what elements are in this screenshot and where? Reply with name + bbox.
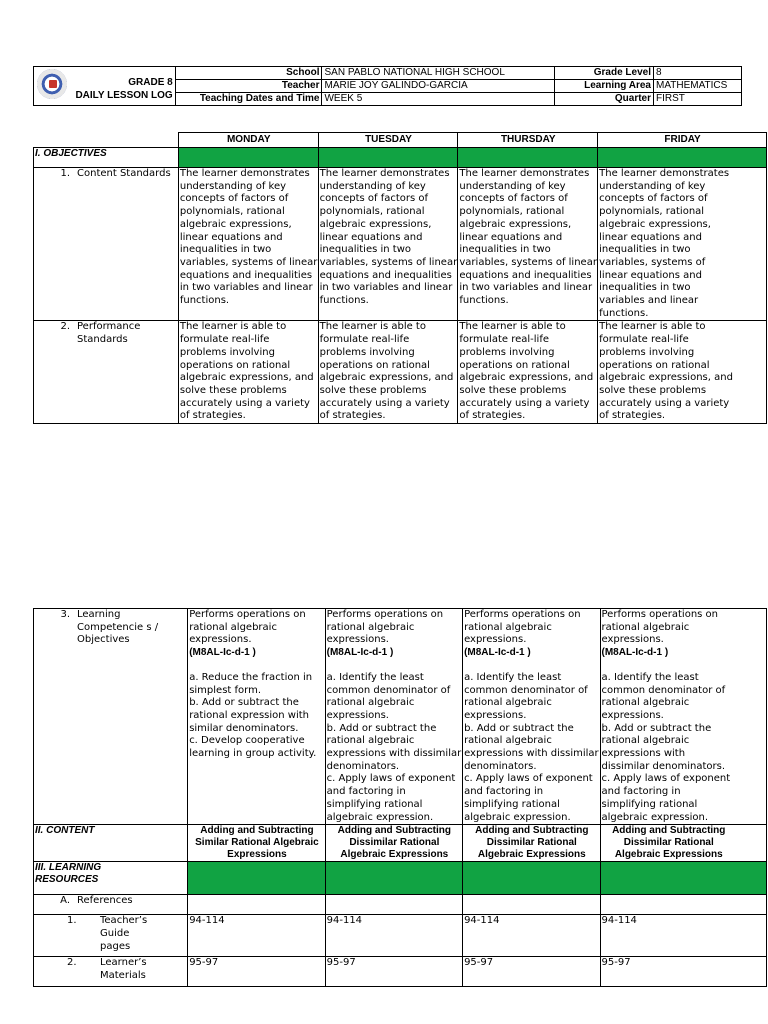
corner-cell [34, 133, 179, 148]
references-tuesday [325, 895, 462, 915]
content-standards-num: 1. [60, 168, 70, 179]
header-table [33, 66, 742, 106]
teachers-guide-monday: 94-114 [188, 915, 325, 957]
objectives-fill [178, 148, 318, 168]
objectives-table [33, 132, 767, 424]
content-standards-thursday: The learner demonstrates understanding of key concepts of factors of polynomials, rational algebraic expressions, linear equations and inequalities in two variables, systems of linear equations and inequalities in two variables and linear functions. [458, 168, 598, 321]
grade-level-value: 8 [654, 67, 742, 80]
header-logo-cell [34, 67, 176, 106]
references-monday [188, 895, 325, 915]
content-standards-label: Content Standards [77, 168, 171, 179]
competency-code: (M8AL-Ic-d-1 ) [601, 647, 669, 659]
teachers-guide-label: Teacher’s Guide pages [100, 915, 148, 952]
performance-standards-num: 2. [60, 321, 70, 333]
competencies-intro: Performs operations on rational algebraic expressions. [189, 609, 306, 646]
competencies-friday-objectives: a. Identify the least common denominator of rational algebraic expressions. b. Add or subtract the rational algebraic expressions with dissimilar denominators. c. Apply laws of exponent and factoring in simplifying rational algebraic expression. [601, 671, 731, 823]
objectives-fill [458, 148, 598, 168]
learners-materials-thursday: 95-97 [463, 957, 600, 987]
quarter-label: Quarter [555, 93, 654, 106]
deped-seal-icon [37, 69, 67, 99]
competency-code: (M8AL-Ic-d-1 ) [189, 647, 256, 659]
learners-materials-monday: 95-97 [188, 957, 325, 987]
competencies-label: Learning Competencie s / Objectives [77, 609, 159, 646]
resources-fill [325, 862, 462, 895]
performance-standards-friday: The learner is able to formulate real-life problems involving operations on rational algebraic expressions, and solve these problems accurately using a variety of strategies. [598, 321, 767, 424]
references-letter: A. [60, 895, 70, 907]
teaching-dates-label: Teaching Dates and Time [175, 93, 322, 106]
content-tuesday: Adding and Subtracting Dissimilar Rational Algebraic Expressions [325, 825, 462, 862]
competencies-intro: Performs operations on rational algebraic expressions. [464, 609, 581, 646]
competencies-tuesday [325, 609, 462, 825]
teaching-dates-value: WEEK 5 [322, 93, 555, 106]
references-label: References [77, 895, 133, 907]
day-header-tuesday: TUESDAY [318, 133, 458, 148]
learners-materials-tuesday: 95-97 [325, 957, 462, 987]
teacher-label: Teacher [175, 80, 322, 93]
performance-standards-thursday: The learner is able to formulate real-life problems involving operations on rational algebraic expressions, and solve these problems accurately using a variety of strategies. [458, 321, 598, 424]
competencies-friday [600, 609, 767, 825]
teachers-guide-thursday: 94-114 [463, 915, 600, 957]
competencies-thursday [463, 609, 600, 825]
grade-level-label: Grade Level [555, 67, 654, 80]
references-label-cell [34, 895, 188, 915]
quarter-value: FIRST [654, 93, 742, 106]
teachers-guide-num: 1. [67, 915, 77, 927]
content-standards-label-cell [34, 168, 179, 321]
content-thursday: Adding and Subtracting Dissimilar Rational Algebraic Expressions [463, 825, 600, 862]
objectives-fill [598, 148, 767, 168]
competencies-num: 3. [60, 609, 70, 620]
learners-materials-num: 2. [67, 957, 77, 969]
content-standards-friday: The learner demonstrates understanding of key concepts of factors of polynomials, rational algebraic expressions, linear equations and inequalities in two variables, systems of linear equations and inequalities in two variables and linear functions. [598, 168, 767, 321]
content-standards-tuesday: The learner demonstrates understanding of key concepts of factors of polynomials, rational algebraic expressions, linear equations and inequalities in two variables, systems of linear equations and inequalities in two variables and linear functions. [318, 168, 458, 321]
day-header-monday: MONDAY [178, 133, 318, 148]
school-value: SAN PABLO NATIONAL HIGH SCHOOL [322, 67, 555, 80]
resources-section-label: III. LEARNING RESOURCES [34, 862, 188, 895]
school-label: School [175, 67, 322, 80]
objectives-section-label: I. OBJECTIVES [34, 148, 179, 168]
competencies-thursday-objectives: a. Identify the least common denominator of rational algebraic expressions. b. Add or subtract the rational algebraic expressions with dissimilar denominators. c. Apply laws of exponent and factoring in simplifying rational algebraic expression. [464, 671, 599, 823]
competency-code: (M8AL-Ic-d-1 ) [464, 647, 531, 659]
performance-standards-monday: The learner is able to formulate real-life problems involving operations on rational algebraic expressions, and solve these problems accurately using a variety of strategies. [178, 321, 318, 424]
performance-standards-label: Performance Standards [77, 321, 141, 346]
competencies-tuesday-objectives: a. Identify the least common denominator of rational algebraic expressions. b. Add or subtract the rational algebraic expressions with dissimilar denominators. c. Apply laws of exponent and factoring in simplifying rational algebraic expression. [326, 671, 462, 823]
performance-standards-tuesday: The learner is able to formulate real-life problems involving operations on rational algebraic expressions, and solve these problems accurately using a variety of strategies. [318, 321, 458, 424]
references-thursday [463, 895, 600, 915]
grade-title: GRADE 8 [128, 77, 173, 88]
competencies-monday-objectives: a. Reduce the fraction in simplest form. b. Add or subtract the rational expression with similar denominators. c. Develop cooperative learning in group activity. [189, 671, 317, 760]
resources-fill [463, 862, 600, 895]
content-section-label: II. CONTENT [34, 825, 188, 862]
learning-area-label: Learning Area [555, 80, 654, 93]
teachers-guide-tuesday: 94-114 [325, 915, 462, 957]
teachers-guide-friday: 94-114 [600, 915, 767, 957]
teacher-value: MARIE JOY GALINDO-GARCIA [322, 80, 555, 93]
learners-materials-friday: 95-97 [600, 957, 767, 987]
learning-area-value: MATHEMATICS [654, 80, 742, 93]
objectives-fill [318, 148, 458, 168]
competencies-intro: Performs operations on rational algebraic expressions. [326, 609, 444, 646]
learners-materials-label-cell [34, 957, 188, 987]
competencies-table [33, 608, 767, 987]
content-friday: Adding and Subtracting Dissimilar Rational Algebraic Expressions [600, 825, 767, 862]
competencies-intro: Performs operations on rational algebraic expressions. [601, 609, 718, 646]
competencies-monday [188, 609, 325, 825]
competency-code: (M8AL-Ic-d-1 ) [326, 647, 394, 659]
competencies-label-cell [34, 609, 188, 825]
performance-standards-label-cell [34, 321, 179, 424]
learners-materials-label: Learner’s Materials [100, 957, 147, 981]
resources-fill [188, 862, 325, 895]
resources-fill [600, 862, 767, 895]
day-header-thursday: THURSDAY [458, 133, 598, 148]
references-friday [600, 895, 767, 915]
teachers-guide-label-cell [34, 915, 188, 957]
content-standards-monday: The learner demonstrates understanding of key concepts of factors of polynomials, rational algebraic expressions, linear equations and inequalities in two variables, systems of linear equations and inequalities in two variables and linear functions. [178, 168, 318, 321]
day-header-friday: FRIDAY [598, 133, 767, 148]
log-title: DAILY LESSON LOG [75, 90, 173, 101]
content-monday: Adding and Subtracting Similar Rational Algebraic Expressions [188, 825, 325, 862]
